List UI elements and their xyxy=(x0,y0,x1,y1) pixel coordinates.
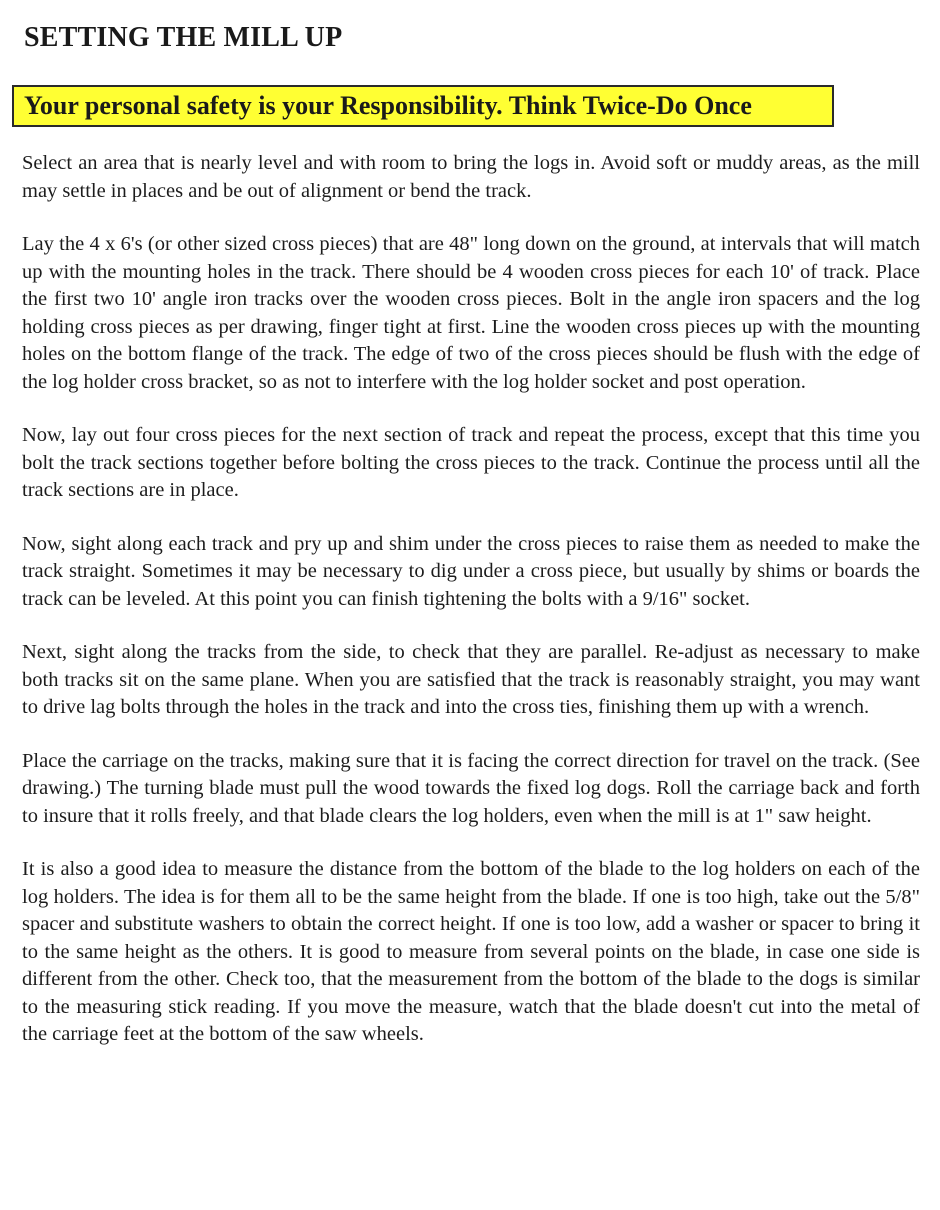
paragraph-next-section: Now, lay out four cross pieces for the next section of track and repeat the process, except that this time you bolt the track sections together before bolting the cross pieces to the track. Continue the process until all the track sections are in place. xyxy=(22,424,920,501)
paragraph-site-selection: Select an area that is nearly level and with room to bring the logs in. Avoid soft or muddy areas, as the mill may settle in places and be out of alignment or bend the track. xyxy=(22,152,920,202)
paragraph-carriage-placement: Place the carriage on the tracks, making sure that it is facing the correct direction for travel on the track. (See drawing.) The turning blade must pull the wood towards the fixed log dogs. Roll the carriage back and forth to insure that it rolls freely, and that blade clears the log holders, even when the mill is at 1" saw height. xyxy=(22,749,920,827)
safety-warning-banner: Your personal safety is your Responsibility. Think Twice-Do Once xyxy=(12,85,834,127)
paragraph-cross-pieces: Lay the 4 x 6's (or other sized cross pieces) that are 48" long down on the ground, at intervals that will match up with the mounting holes in the track. There should be 4 wooden cross pieces for each 10' of track. Place the first two 10' angle iron tracks over the wooden cross pieces. Bolt in the angle iron spacers and the log holding cross pieces as per drawing, finger tight at first. Line the wooden cross pieces up with the mounting holes on the bottom flange of the track. The edge of two of the cross pieces should be flush with the edge of the log holder cross bracket, so as not to interfere with the log holder socket and post operation. xyxy=(22,233,920,393)
paragraph-straighten-track: Now, sight along each track and pry up and shim under the cross pieces to raise them as needed to make the track straight. Sometimes it may be necessary to dig under a cross piece, but usually by shims or boards the track can be leveled. At this point you can finish tightening the bolts with a 9/16" socket. xyxy=(22,532,920,610)
page-title: SETTING THE MILL UP xyxy=(24,22,343,53)
instructions-body xyxy=(22,150,920,1049)
paragraph-parallel-check: Next, sight along the tracks from the side, to check that they are parallel. Re-adjust as necessary to make both tracks sit on the same plane. When you are satisfied that the track is reasonably straight, you may want to drive lag bolts through the holes in the track and into the cross ties, finishing them up with a wrench. xyxy=(22,641,920,718)
paragraph-measure-height: It is also a good idea to measure the distance from the bottom of the blade to the log holders on each of the log holders. The idea is for them all to be the same height from the blade. If one is too high, take out the 5/8" spacer and substitute washers to obtain the correct height. If one is too low, add a washer or spacer to bring it to the same height as the others. It is good to measure from several points on the blade, in case one side is different from the other. Check too, that the measurement from the bottom of the blade to the dogs is similar to the measuring stick reading. If you move the measure, watch that the blade doesn't cut into the metal of the carriage feet at the bottom of the saw wheels. xyxy=(22,858,920,1045)
